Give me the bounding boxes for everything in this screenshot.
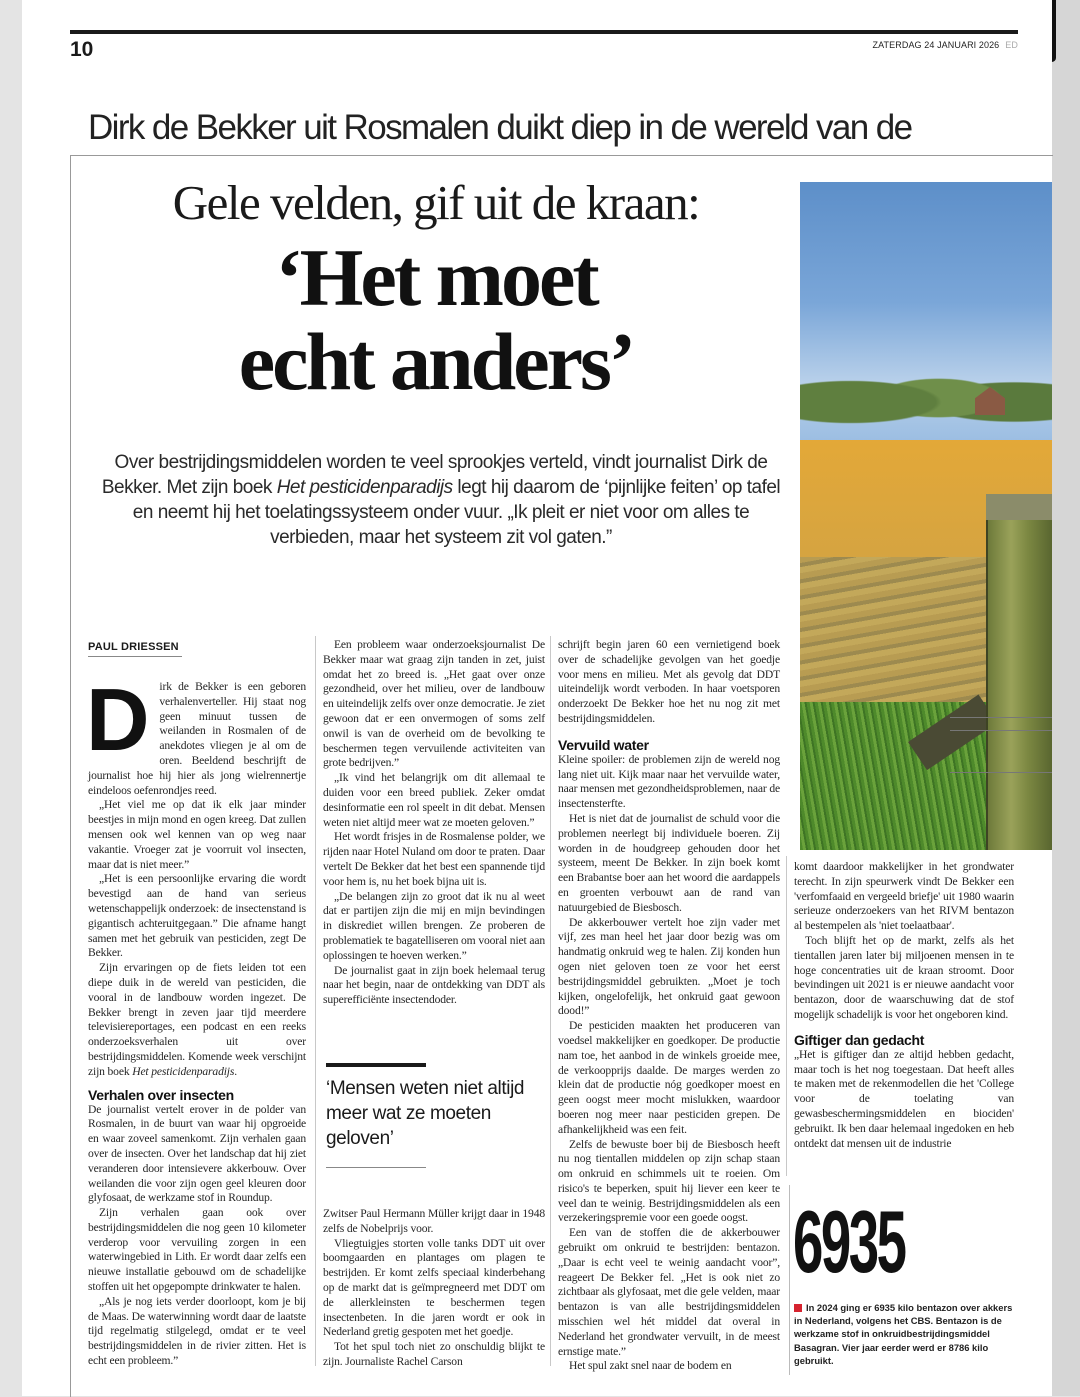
edition-mark: ED [1005,40,1018,50]
column-1 [86,670,306,1369]
paragraph: schrijft begin jaren 60 een vernietigend boek over de schadelijke gevolgen van het goedje voor mens en milieu. Met als gevolg dat DDT uiteindelijk wordt verboden. In haar voetsporen onderzoekt De Bekker hoe het nu nog zit met bestrijdingsmiddelen. [558,638,780,725]
pull-quote-rule-top [326,1063,426,1067]
stat-number: 6935 [793,1192,905,1291]
subheading-giftiger-dan-gedacht: Giftiger dan gedacht [794,1031,925,1048]
paragraph: „Het is giftiger dan ze altijd hebben gedacht, maar toch is het nog toegestaan. Dat heeft alles te maken met de rekenmodellen die het 'College voor de toelating van gewasbeschermingsmiddelen en biociden' gebruikt. Ik ben daar helemaal ingedoken en heb ontdekt dat mensen uit de industrie [794,1047,1014,1150]
paragraph: Een probleem waar onderzoeksjournalist De Bekker maar wat graag zijn tanden in zet, juist omdat het zo breed is. „Het gaat over onze gezondheid, over het milieu, over de landbouw en uiteindelijk zelfs over onze democratie. Je ziet gewoon dat er een onvermogen of soms zelf onwil is van de overheid om de bevolking te beschermen tegen vervuilende activiteiten van grote bedrijven.” [323,638,545,770]
stat-caption-text: In 2024 ging er 6935 kilo bentazon over akkers in Nederland, volgens het CBS. Bentazon is de werkzame stof in onkruidbestrijdingsmiddel Basagran. Vier jaar eerder werd er 8786 kilo gebruikt. [794,1302,1013,1366]
column-4 [794,860,1014,1151]
byline: PAUL DRIESSEN [88,641,179,653]
paragraph: Het is niet dat de journalist de schuld voor die problemen neerlegt bij individuele boeren. Zij worden in de houdgreep gehouden door het systeem, meent De Bekker. In zijn boek komt een Brabantse boer aan het woord die aardappels en groenten verbouwt aan de rand van natuurgebied de Biesbosch. [558,811,780,914]
red-square-icon [794,1304,802,1312]
intro-text-1: Over bestrijdingsmiddelen worden te veel sprookjes verteld, vindt journalist Dirk de Bekker. Met zijn boek [101,452,768,498]
intro-text-2: legt hij daarom de ‘pijnlijke feiten’ op tafel en neemt hij het toelatingssysteem onder vuur. „Ik pleit er niet voor om alles te verbieden, maar het systeem zit vol gaten.” [132,477,781,548]
headline-line-1: Gele velden, gif uit de kraan: [172,175,700,230]
paragraph: Het wordt frisjes in de Rosmalense polder, we rijden naar Hotel Nuland om door te praten. Daar vertelt De Bekker dat het best een spannende tijd voor hem is, nu het boek bijna uit is. [323,830,545,888]
column-2-continued [323,1207,545,1370]
stat-box-rule [789,1185,790,1375]
paragraph: „Als je nog iets verder doorloopt, kom je bij de Maas. De waterwinning wordt daar de laatste tijd regelmatig stilgelegd, omdat er te veel bestrijdingsmiddelen in de rivier zitten. Het is echt een probleem.” [88,1294,306,1368]
dateline-text: ZATERDAG 24 JANUARI 2026 [872,40,1000,50]
pull-quote: ‘Mensen weten niet altijd meer wat ze moeten geloven’ [326,1078,525,1149]
headline-main-line-1: ‘Het moet [275,232,597,323]
book-title: Het pesticidenparadijs [132,1064,235,1078]
paragraph: De pesticiden maakten het produceren van voedsel makkelijker en goedkoper. De productie nam toe, het aanbod in de winkels groeide mee, de verkoopprijs daalde. De marges werden zo klein dat de productie nóg goedkoper moest en geen oogst meer mocht mislukken, waardoor boeren nog meer naar pesticiden grepen. De afhankelijkheid was een feit. [558,1019,780,1136]
field-photo [800,182,1052,850]
paragraph: De journalist vertelt erover in de polder van Rosmalen, in de buurt van waar hij opgroeide en waar zoveel samenkomt. Zijn verhalen gaan over de insecten. Over het landschap dat hij ziet veranderen door intensievere akkerbouw. Over weilanden die voor zijn ogen geel kleuren door glyfosaat, de werkzame stof in Roundup. [88,1102,306,1205]
photo-post-top [986,494,1052,520]
stat-caption [794,1301,1018,1367]
column-2 [323,638,545,1008]
paragraph: Een van de stoffen die de akkerbouwer gebruikt om onkruid te bestrijden: bentazon. „Daar is echt veel te weinig aandacht voor”, reageert De Bekker fel. „Het is ook niet zo zichtbaar als glyfosaat, met die gele velden, maar bentazon is van alle bestrijdingsmiddelen misschien wel hét middel dat overal in Nederland het grondwater vervuilt, in de meest ernstige mate.” [558,1226,780,1358]
byline-rule [88,656,182,657]
headline-main-line-2: echt anders’ [238,316,634,407]
paragraph: De journalist gaat in zijn boek helemaal terug naar het begin, naar de ontdekking van DDT als superefficiënte insectendoder. [323,963,545,1007]
paragraph-text: Zijn ervaringen op de fiets leiden tot een diepe duik in de wereld van pesticiden, die vooral in de landbouw worden ingezet. De Bekker brengt in zeven jaar tijd meerdere televisiereportages, een podcast en een reeks onderzoeksverhalen uit over bestrijdingsmiddelen. Komende week verschijnt zijn boek [88,961,306,1078]
paragraph: Het spul zakt snel naar de bodem en [569,1359,732,1373]
paragraph: Kleine spoiler: de problemen zijn de wereld nog lang niet uit. Kijk maar naar het vervuilde water, naar mensen met gezondheidsproblemen, naar de insectensterfte. [558,752,780,811]
column-divider [786,856,787,1176]
paragraph: „Het viel me op dat ik elk jaar minder beestjes in mijn mond en ogen kreeg. Dat zullen mensen ook wel kennen van op weg naar vakantie. Vroeger zat je voorruit vol insecten, maar dat is niet meer.” [88,798,306,871]
intro-lead [96,450,786,550]
pen-annotation-stroke [1038,0,1056,62]
column-divider [315,636,316,1366]
column-3 [558,638,780,1374]
paragraph: irk de Bekker is een geboren verhalenverteller. Hij staat nog geen minuut tussen de weilanden in Rosmalen of de anekdotes vliegen je al om de oren. Beeldend beschrijft de journalist hoe hij hier als jong wielrennertje eindeloos oefenrondjes reed. [88,680,306,797]
paragraph: Zwitser Paul Hermann Müller krijgt daar in 1948 zelfs de Nobelprijs voor. [323,1207,545,1235]
photo-wire [950,772,1052,773]
paragraph: Tot het spul toch niet zo onschuldig blijkt te zijn. Journaliste Rachel Carson [323,1340,545,1368]
header-rule [70,30,1018,34]
pull-quote-rule-bottom [326,1167,426,1168]
dateline [873,40,1018,50]
paragraph: „Ik vind het belangrijk om dit allemaal te duiden voor een breed publiek. Zeker omdat desinformatie een rol speelt in dit debat. Mensen weten niet altijd meer wat ze moeten geloven.” [323,771,545,829]
paragraph: De akkerbouwer vertelt hoe zijn vader met vijf, zes man heel het jaar door bezig was om handmatig onkruid weg te halen. Zij konden hun ogen niet geloven toen ze voor het eerst bestrijdingsmiddel gebruikten. „Moet je toch kijken, ongelofelijk, het onkruid gaat gewoon dood!” [558,915,780,1018]
column-divider [550,636,551,1366]
paragraph [88,961,306,1079]
paragraph: Toch blijft het op de markt, zelfs als het tientallen jaren later bij miljoenen mensen in te hoge concentraties uit de kraan stroomt. Door bevindingen uit 2021 is er nieuwe aandacht voor bentazon, door de waarschuwing dat de stof mogelijk schadelijk is voor het ongeboren kind. [794,933,1014,1021]
paragraph: Vliegtuigjes storten volle tanks DDT uit over boomgaarden en plantages om plagen te bestrijden. Er komt zelfs speciaal kinderbehang op de markt dat is geïmpregneerd met DDT om de allerkleinsten te beschermen tegen insectenbeten. In die jaren wordt er ook in Nederland gretig gespoten met het goedje. [323,1236,545,1339]
viewer-scrollbar-area[interactable] [1052,0,1080,1396]
photo-trees [800,354,1052,434]
subheading-vervuild-water: Vervuild water [558,736,649,753]
paragraph-text: . [234,1064,237,1078]
headline-main [86,232,786,407]
page-number: 10 [70,38,94,61]
paragraph: Zijn verhalen gaan ook over bestrijdingsmiddelen die nog geen 10 kilometer verderop voor vervuiling zorgen in een waterwingebied in Lith. Er wordt daar zelfs een nieuwe installatie gebouwd om de schadelijke stoffen uit het opgepompte drinkwater te halen. [88,1206,306,1294]
photo-wire [950,717,1052,718]
kicker: Dirk de Bekker uit Rosmalen duikt diep in de wereld van de [88,108,912,147]
photo-wire [950,730,1052,731]
paragraph: „De belangen zijn zo groot dat ik nu al weet dat er partijen zijn die mij en mijn bevindingen in diskrediet willen brengen. Ze proberen de problematiek te bagatelliseren om vooral niet aan oplossingen te hoeven werken.” [323,889,545,962]
paragraph: Zelfs de bewuste boer bij de Biesbosch heeft nu nog tientallen middelen op zijn schap staan om onkruid en schimmels uit te roeien. Om risico's te beperken, spuit hij liever een keer te veel dan te weinig. Bestrijdingsmiddelen als een verzekeringspremie voor een goede oogst. [558,1137,780,1225]
photo-fence-post [986,494,1052,850]
intro-book-title: Het pesticidenparadijs [276,477,453,498]
paragraph: „Het is een persoonlijke ervaring die wordt bevestigd aan de hand van serieus wetenschappelijk onderzoek: de insectenstand is gigantisch achteruitgegaan.” Die afname hangt samen met het gebruik van pesticiden, zegt De Bekker. [88,872,306,960]
paragraph: komt daardoor makkelijker in het grondwater terecht. In zijn speurwerk vindt De Bekker een 'verfomfaaid en vergeeld briefje' uit 1980 waarin serieuze onderzoekers van het RIVM bentazon al bestempelen als 'niet toelaatbaar'. [794,860,1014,933]
subheading-verhalen-over-insecten: Verhalen over insecten [88,1086,234,1103]
drop-cap: D [86,670,150,769]
